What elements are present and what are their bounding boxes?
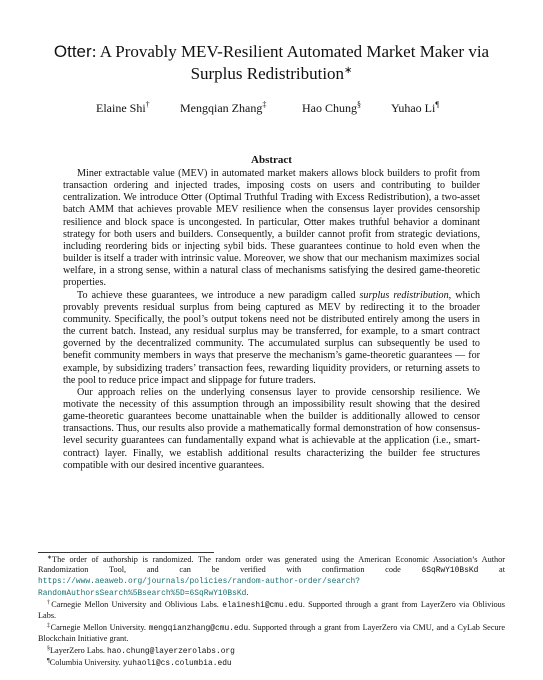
abstract-heading: Abstract (251, 154, 292, 166)
footnote-affiliation (38, 658, 505, 669)
emphasized-term: surplus redistribution (359, 289, 449, 301)
footnote-text: The order of authorship is randomized. The random order was generated using the American Economic Association’s Author Randomization Tool, and can be verified with confirmation code (38, 555, 505, 575)
footnote-text: at (478, 565, 505, 575)
email-address: mengqianzhang@cmu.edu (148, 624, 249, 633)
footnote-text: . Supported through a grant from LayerZero via Oblivious Labs. (38, 600, 506, 621)
footnote-mark: § (47, 645, 50, 652)
footnote-text: Carnegie Mellon University. (50, 623, 149, 632)
footnote-authorship (38, 555, 505, 599)
title-footnote-mark: ∗ (344, 65, 353, 76)
footnote-mark: ∗ (47, 555, 53, 561)
author-list (0, 101, 543, 117)
footnote-mark: † (47, 600, 52, 607)
author (302, 101, 361, 116)
author-name: Elaine Shi (96, 101, 146, 115)
abstract-paragraph-3: Our approach relies on the underlying consensus layer to provide censorship resilience. We motivate the necessity of this assumption through an impossibility result showing that the desired game-theoretic guarantees become unattainable when the builder is additionally allowed to censor transactions. Thus, our results also provide a mathematically formal demonstration of how consensus-level security guarantees can fundamentally expand what is achievable at the application (i.e., smart-contract) layer. Finally, we establish additional results characterizing the builder fee structures compatible with our desired incentive guarantees. (63, 386, 480, 471)
system-name: Otter (53, 42, 92, 61)
author-mark: † (145, 100, 150, 109)
email-address: elaineshi@cmu.edu (222, 601, 303, 611)
footnote-text: LayerZero Labs. (50, 645, 108, 655)
abstract-text: , which provably prevents residual surplus from being captured as MEV by redirecting it to the broader community. Specifically, the pool’s output tokens need not be distributed entirely among the users in the current batch. Instead, any residual surplus may be transferred, for example, to a smart contract governed by the decentralized community. The accumulated surplus can subsequently be used to benefit community members in ways that preserve the mechanism’s game-theoretic guarantees — for example, by subsidizing traders’ transaction fees, rewarding liquidity providers, or returning assets to the pool to reduce price impact and slippage for future traders. (63, 289, 481, 386)
footnotes (38, 555, 505, 671)
author (96, 101, 150, 116)
author-name: Yuhao Li (391, 101, 436, 115)
author-name: Hao Chung (302, 101, 357, 115)
paper-title-line-1 (30, 41, 513, 63)
abstract-paragraph-2 (63, 290, 480, 387)
verification-link[interactable]: https://www.aeaweb.org/journals/policies/random-author-order/search?RandomAuthorsSearch%5Bsearch%5D=6SqRwY10BsKd (38, 577, 360, 598)
author-mark: § (357, 100, 361, 109)
author (180, 101, 266, 116)
author-mark: ¶ (435, 100, 439, 109)
confirmation-code: 6SqRwY10BsKd (421, 566, 479, 576)
title-line-1-text: : A Provably MEV-Resilient Automated Market Maker via (91, 42, 490, 61)
footnote-mark: ‡ (47, 623, 51, 629)
author-mark: ‡ (262, 100, 267, 109)
email-address: yuhaoli@cs.columbia.edu (122, 659, 232, 669)
footnote-text: Carnegie Mellon University and Oblivious Labs. (51, 600, 223, 610)
footnote-mark: ¶ (47, 658, 50, 665)
abstract-text: (Optimal Truthful Trading with Excess Redistribution), a two-asset batch AMM that achieves provable MEV resilience when the consensus layer provides censorship resilience and block space is uncongested. In particular, (63, 192, 480, 228)
author (391, 101, 439, 116)
footnote-text: . (246, 587, 249, 597)
footnote-text: . Supported through a grant from LayerZero via CMU, and a CyLab Secure Blockchain Initiative grant. (38, 623, 506, 644)
email-address: hao.chung@layerzerolabs.org (107, 646, 235, 656)
abstract-text: makes truthful behavior a dominant strategy for both users and builders. Consequently, a builder cannot profit from strategic deviations, including reordering bids or injecting sybil bids. These guarantees continue to hold even when the builder is itself a trader with intrinsic value. Moreover, we show that our mechanism maximizes social welfare, in a strong sense, within a natural class of mechanisms satisfying the desired game-theoretic properties. (63, 216, 480, 289)
author-name: Mengqian Zhang (180, 101, 263, 115)
footnote-affiliation (38, 600, 505, 621)
paper-title-line-2 (30, 63, 513, 85)
abstract-text: Miner extractable value (MEV) in automated market makers allows block builders to profit from transaction ordering and injected trades, imposing costs on users and contributing to builder centralization. We introduce (63, 168, 480, 204)
abstract-body (63, 168, 480, 472)
system-name-inline: Otter (180, 192, 203, 204)
title-line-2-text: Surplus Redistribution (190, 64, 345, 83)
footnote-text: Columbia University. (49, 658, 123, 668)
abstract-text: To achieve these guarantees, we introduce a new paradigm called (77, 289, 360, 301)
abstract-paragraph-1 (63, 168, 480, 290)
system-name-inline: Otter (303, 216, 325, 228)
footnote-affiliation (38, 623, 505, 644)
footnote-rule (38, 552, 214, 553)
footnote-affiliation (38, 646, 505, 657)
